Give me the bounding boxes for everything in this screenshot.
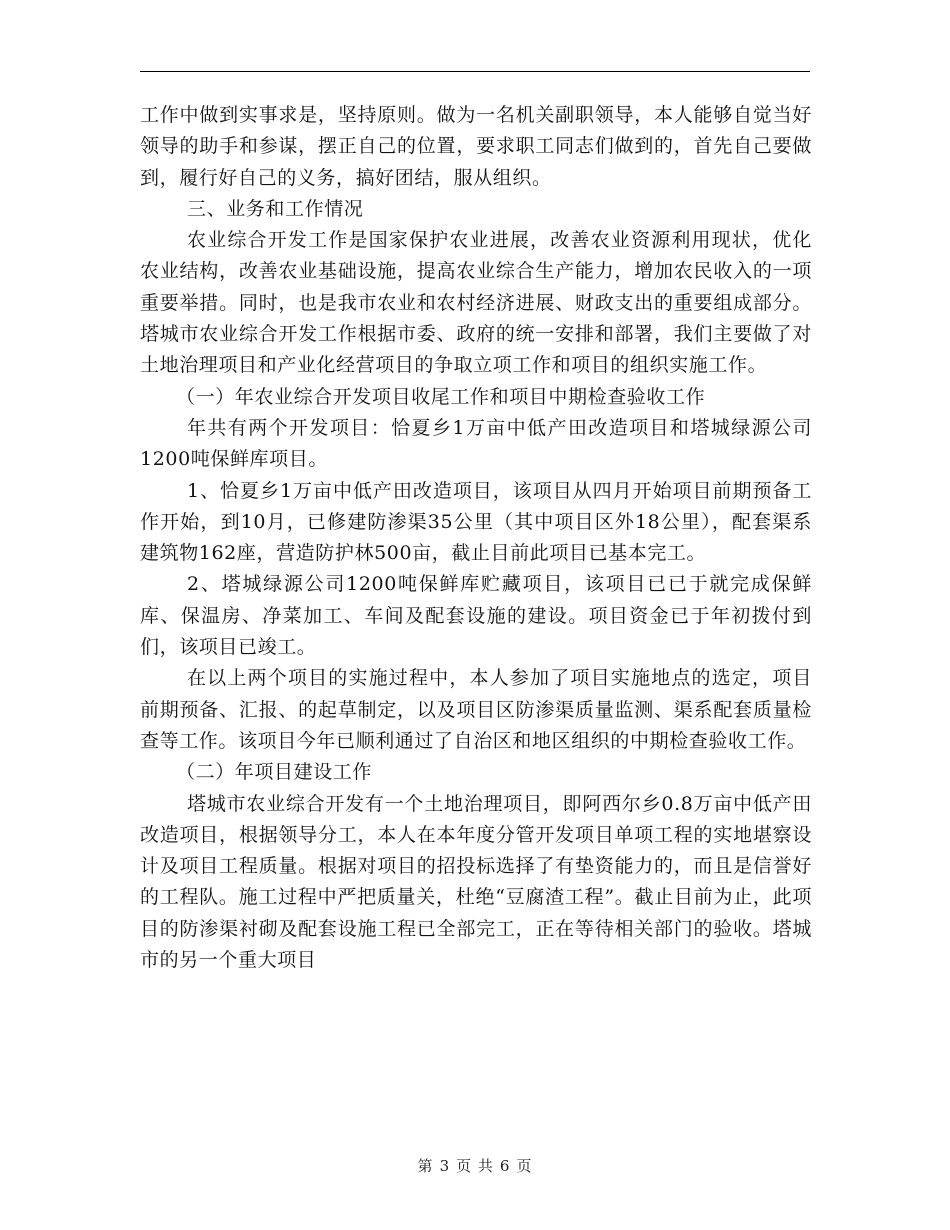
footer-suffix: 页: [516, 1157, 533, 1175]
paragraph-intro: 农业综合开发工作是国家保护农业进展，改善农业资源利用现状，优化农业结构，改善农业基础设施，提高农业综合生产能力，增加农民收入的一项重要举措。同时，也是我市农业和农村经济进展、财政支出的重要组成部分。塔城市农业综合开发工作根据市委、政府的统一安排和部署，我们主要做了对土地治理项目和产业化经营项目的争取立项工作和项目的组织实施工作。: [140, 229, 812, 377]
paragraph-item-2: 2、塔城绿源公司1200吨保鲜库贮藏项目，该项目已已于就完成保鲜库、保温房、净菜加工、车间及配套设施的建设。项目资金已于年初拨付到们，该项目已竣工。: [140, 573, 812, 659]
footer-middle: 页 共: [456, 1157, 494, 1175]
subsection-heading-1: （一）年农业综合开发项目收尾工作和项目中期检查验收工作: [176, 385, 706, 408]
subsection-heading-2: （二）年项目建设工作: [176, 761, 373, 784]
paragraph-construction: 塔城市农业综合开发有一个土地治理项目，即阿西尔乡0.8万亩中低产田改造项目，根据领导分工，本人在本年度分管开发项目单项工程的实地堪察设计及项目工程质量。根据对项目的招投标选择了有垫资能力的，而且是信誉好的工程队。施工过程中严把质量关，杜绝“豆腐渣工程”。截止目前为止，此项目的防渗渠衬砌及配套设施工程已全部完工，正在等待相关部门的验收。塔城市的另一个重大项目: [140, 792, 812, 972]
page-number-footer: [0, 1155, 950, 1176]
paragraph-projects: 年共有两个开发项目：恰夏乡1万亩中低产田改造项目和塔城绿源公司1200吨保鲜库项目。: [140, 416, 812, 471]
section-heading-3: 三、业务和工作情况: [187, 197, 364, 220]
paragraph-continuation: 工作中做到实事求是，坚持原则。做为一名机关副职领导，本人能够自觉当好领导的助手和参谋，摆正自己的位置，要求职工同志们做到的，首先自己要做到，履行好自己的义务，搞好团结，服从组织。: [140, 104, 812, 189]
paragraph-item-1: 1、恰夏乡1万亩中低产田改造项目，该项目从四月开始项目前期预备工作开始，到10月，已修建防渗渠35公里（其中项目区外18公里），配套渠系建筑物162座，营造防护林500亩，截止目前此项目已基本完工。: [140, 479, 812, 565]
paragraph-participation: 在以上两个项目的实施过程中，本人参加了项目实施地点的选定，项目前期预备、汇报、的起草制定，以及项目区防渗渠质量监测、渠系配套质量检查等工作。该项目今年已顺利通过了自治区和地区组织的中期检查验收工作。: [140, 667, 812, 752]
body-text: [140, 100, 812, 976]
footer-total-pages: 6: [499, 1157, 511, 1175]
footer-prefix: 第: [417, 1157, 434, 1175]
header-rule: [140, 71, 810, 72]
footer-current-page: 3: [439, 1157, 451, 1175]
